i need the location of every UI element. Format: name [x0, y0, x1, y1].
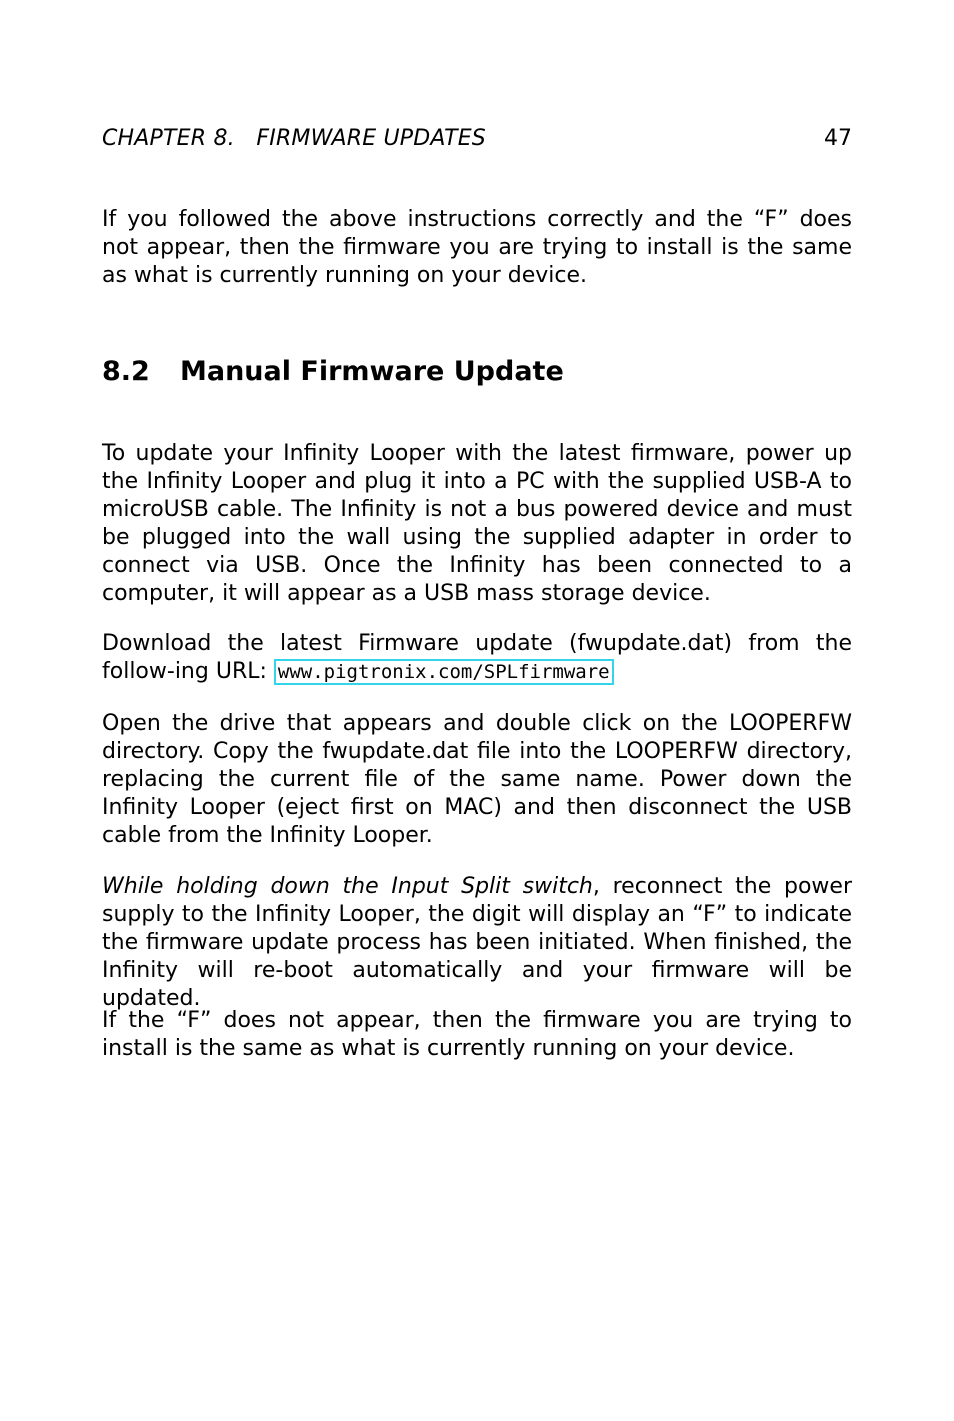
- page-number: 47: [824, 126, 852, 151]
- section-title: Manual Firmware Update: [180, 356, 564, 387]
- holding-switch-emphasis: While holding down the Input Split switch: [102, 874, 593, 899]
- section-heading: [102, 354, 852, 390]
- chapter-title: CHAPTER 8. FIRMWARE UPDATES: [102, 126, 486, 151]
- firmware-url-link[interactable]: www.pigtronix.com/SPLfirmware: [274, 659, 614, 685]
- open-drive-paragraph: Open the drive that appears and double click on the LOOPERFW directory. Copy the fwupdate.dat file into the LOOPERFW directory, replacing the current file of the same name. Power down the Infinity Looper (eject first on MAC) and then disconnect the USB cable from the Infinity Looper.: [102, 711, 852, 848]
- final-paragraph: If the “F” does not appear, then the firmware you are trying to install is the same as what is currently running on your device.: [102, 1008, 852, 1061]
- running-head: [102, 124, 852, 154]
- update-paragraph: To update your Infinity Looper with the latest firmware, power up the Infinity Looper and plug it into a PC with the supplied USB-A to microUSB cable. The Infinity is not a bus powered device and must be plugged into the wall using the supplied adapter in order to connect via USB. Once the Infinity has been connected to a computer, it will appear as a USB mass storage device.: [102, 441, 852, 606]
- holding-switch-text: , reconnect the power supply to the Infinity Looper, the digit will display an “F” to indicate the firmware update process has been initiated. When finished, the Infinity will re-boot automatically and your firmware will be updated.: [102, 874, 852, 1011]
- holding-switch-paragraph: [102, 873, 852, 1013]
- section-number: 8.2: [102, 356, 150, 387]
- intro-paragraph: If you followed the above instructions correctly and the “F” does not appear, then the firmware you are trying to install is the same as what is currently running on your device.: [102, 207, 852, 288]
- download-text: Download the latest Firmware update (fwupdate.dat) from the follow-ing URL:: [102, 631, 852, 684]
- download-paragraph: [102, 630, 852, 686]
